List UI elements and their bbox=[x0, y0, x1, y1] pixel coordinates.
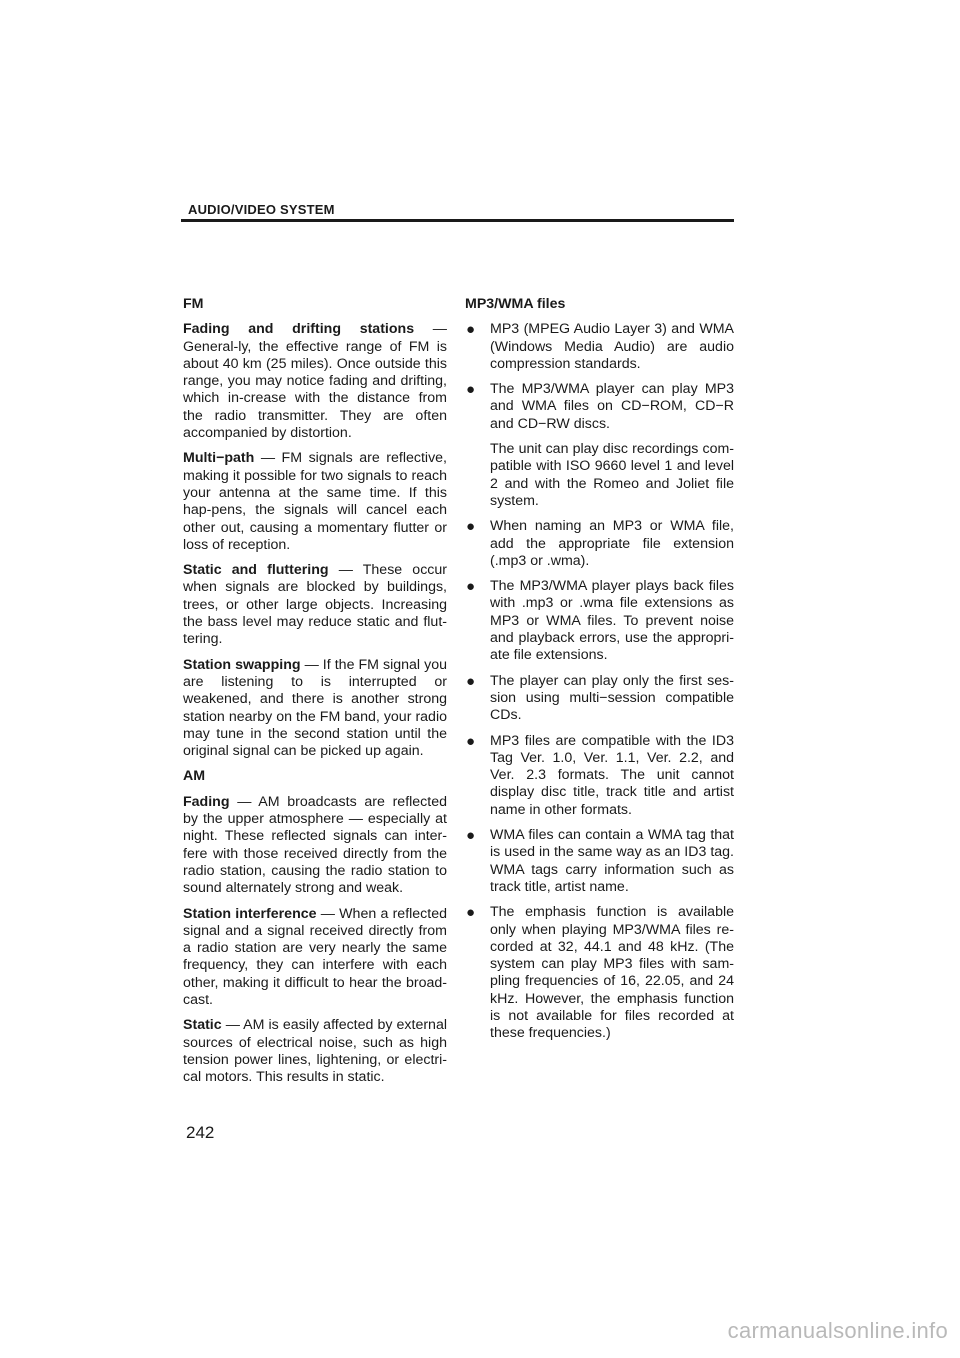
list-item bbox=[465, 518, 734, 570]
list-item-text: The MP3/WMA player plays back files with .mp3 or .wma file extensions as MP3 or WMA files. To prevent noise and playback errors, use the appropri-ate file extensions. bbox=[490, 578, 734, 664]
body-text: — General-ly, the effective range of FM is about 40 km (25 miles). Once outside this range, you may notice fading and drifting, which in-crease with the distance from the radio transmitter. They are often accompanied by distortion. bbox=[183, 321, 447, 442]
list-item bbox=[465, 321, 734, 373]
section-title: AUDIO/VIDEO SYSTEM bbox=[188, 202, 335, 217]
paragraph-static-fluttering bbox=[183, 562, 447, 648]
term: Fading bbox=[183, 793, 230, 810]
list-item-text: The emphasis function is available only when playing MP3/WMA files re-corded at 32, 44.1 and 48 kHz. (The system can play MP3 files with sam-pling frequencies of 16, 22.05, and 24 kHz. However, the emphasis function is not available for files recorded at these frequencies.) bbox=[490, 904, 734, 1042]
bullet-icon: ● bbox=[466, 578, 476, 596]
bullet-icon: ● bbox=[466, 732, 476, 750]
list-item-text: WMA files can contain a WMA tag that is used in the same way as an ID3 tag. WMA tags carry information such as track title, artist name. bbox=[490, 827, 734, 895]
mp3-wma-heading: MP3/WMA files bbox=[465, 296, 566, 312]
term: Station swapping bbox=[183, 656, 301, 673]
list-item-note: The unit can play disc recordings com-patible with ISO 9660 level 1 and level 2 and with the Romeo and Joliet file system. bbox=[490, 441, 734, 509]
bullet-icon: ● bbox=[466, 904, 476, 922]
list-item bbox=[465, 733, 734, 819]
bullet-icon: ● bbox=[466, 827, 476, 845]
paragraph-station-interference bbox=[183, 906, 447, 1010]
watermark-text: carmanualsonline.info bbox=[727, 1318, 948, 1343]
bullet-icon: ● bbox=[466, 381, 476, 399]
list-item-text: MP3 files are compatible with the ID3 Tag Ver. 1.0, Ver. 1.1, Ver. 2.2, and Ver. 2.3 formats. The unit cannot display disc title, track title and artist name in other formats. bbox=[490, 732, 734, 818]
body-text: — If the FM signal you are listening to is interrupted or weakened, and there is another strong station nearby on the FM band, your radio may tune in the second station until the original signal can be picked up again. bbox=[183, 656, 447, 760]
list-item-text: When naming an MP3 or WMA file, add the appropriate file extension (.mp3 or .wma). bbox=[490, 518, 734, 569]
am-heading: AM bbox=[183, 768, 206, 785]
paragraph-fading-drifting bbox=[183, 321, 447, 442]
bullet-icon: ● bbox=[466, 321, 476, 339]
term: Multi−path bbox=[183, 450, 255, 467]
list-item bbox=[465, 904, 734, 1042]
bullet-icon: ● bbox=[466, 672, 476, 690]
header-rule bbox=[181, 219, 734, 222]
list-item-text: The MP3/WMA player can play MP3 and WMA files on CD−ROM, CD−R and CD−RW discs. bbox=[490, 381, 734, 432]
list-item-text: MP3 (MPEG Audio Layer 3) and WMA (Windows Media Audio) are audio compression standards. bbox=[490, 321, 734, 372]
list-item bbox=[465, 381, 734, 433]
list-item-text: The player can play only the first ses-sion using multi−session compatible CDs. bbox=[490, 672, 734, 724]
page-number: 242 bbox=[186, 1123, 215, 1142]
body-text: — These occur when signals are blocked by buildings, trees, or other large objects. Increasing the bass level may reduce static and flut-tering. bbox=[183, 562, 447, 648]
left-column bbox=[183, 296, 447, 1094]
bullet-icon: ● bbox=[466, 518, 476, 536]
list-item bbox=[465, 578, 734, 664]
list-item bbox=[465, 827, 734, 896]
paragraph-multipath bbox=[183, 450, 447, 554]
body-text: — AM is easily affected by external sources of electrical noise, such as high tension power lines, lightening, or electri-cal motors. This results in static. bbox=[183, 1017, 447, 1086]
term: Station interference bbox=[183, 905, 317, 922]
body-text: — When a reflected signal and a signal received directly from a radio station are very nearly the same frequency, they can interfere with each other, making it difficult to hear the broad-cast. bbox=[183, 905, 447, 1008]
term: Static bbox=[183, 1017, 222, 1034]
term: Static and fluttering bbox=[183, 562, 329, 579]
body-text: — AM broadcasts are reflected by the upper atmosphere — especially at night. These reflected signals can inter-fere with those received directly from the radio station, causing the radio station to sound alternately strong and weak. bbox=[183, 793, 447, 897]
paragraph-am-fading bbox=[183, 794, 447, 898]
fm-heading: FM bbox=[183, 296, 204, 312]
right-column bbox=[465, 296, 734, 1051]
list-item bbox=[465, 673, 734, 725]
paragraph-station-swapping bbox=[183, 657, 447, 761]
paragraph-am-static bbox=[183, 1017, 447, 1086]
body-text: — FM signals are reflective, making it possible for two signals to reach your antenna at the same time. If this hap-pens, the signals will cancel each other out, causing a momentary flutter or loss of reception. bbox=[183, 450, 447, 553]
term: Fading and drifting stations bbox=[183, 321, 415, 338]
